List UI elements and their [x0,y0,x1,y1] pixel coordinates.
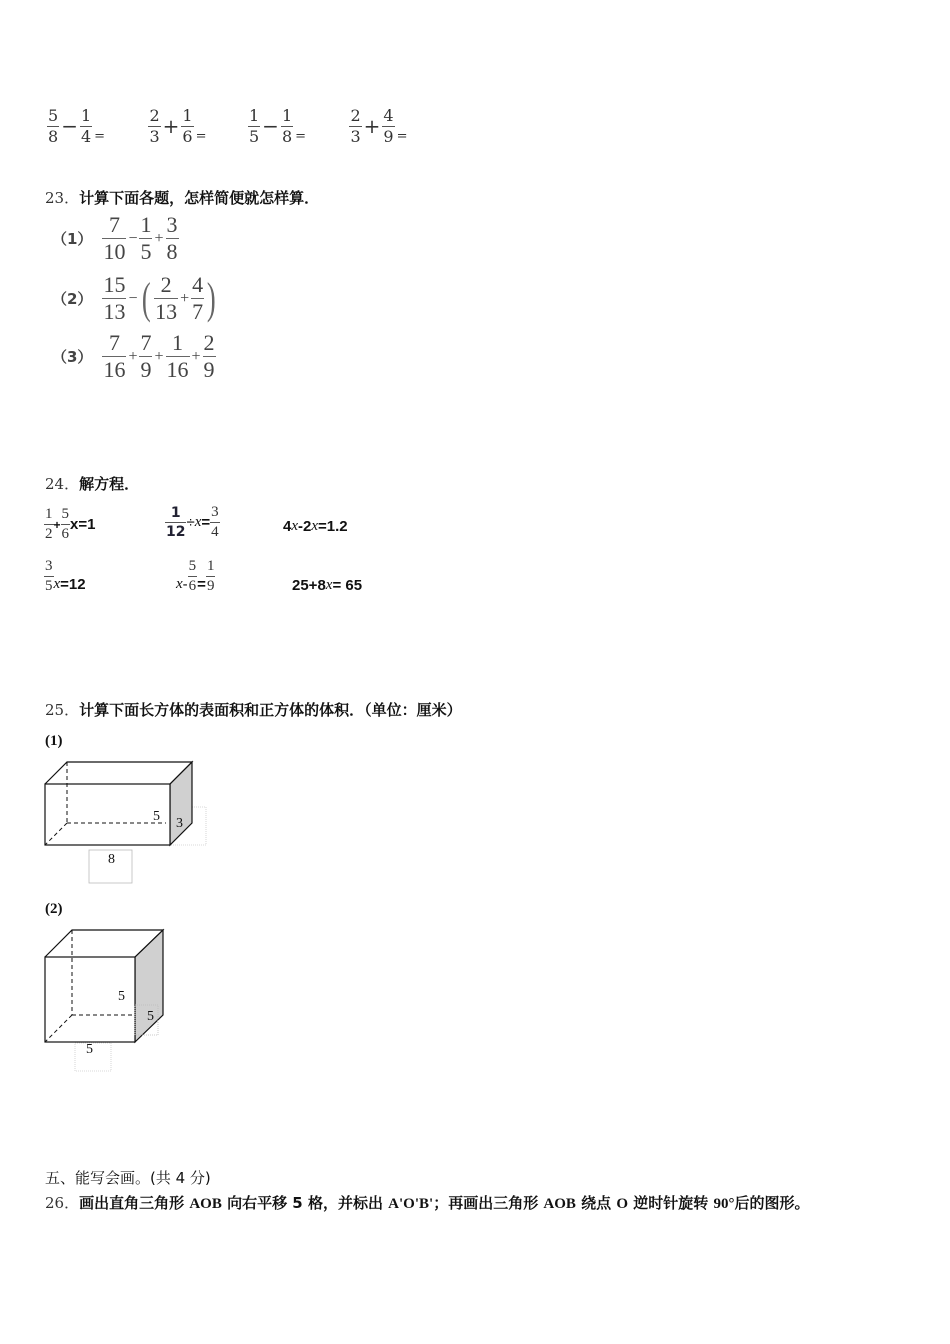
operator: + [128,347,138,365]
cuboid-height-label: 5 [153,809,160,824]
question-24-title [45,473,139,494]
variable: x [325,577,333,593]
fraction: $\frac{1}{16}$ [166,330,189,382]
q23-item-1 [52,214,179,263]
fraction: $\frac{2}{3}$ [149,105,160,146]
equation-6: 25+8 x = 65 [292,577,363,594]
item-label: （3） [52,348,93,366]
item-label: （2） [52,290,93,308]
figure-2-label: (2) [45,901,63,917]
fraction: $\frac{1}{2}$ [45,506,53,542]
equals-sign: = [396,128,408,144]
fraction: $\frac{15}{13}$ [103,272,126,324]
figure-1-label: (1) [45,733,63,749]
fraction: $\frac{7}{16}$ [103,330,126,382]
fraction: $\frac{5}{8}$ [48,105,59,146]
equation-2 [165,505,220,540]
cube-figure [40,925,220,1075]
question-text: 计算下面长方体的表面积和正方体的体积．（单位：厘米） [79,701,462,719]
question-number: 26． [45,1194,80,1212]
equals-sign: = [94,128,106,144]
equation-1 [44,507,95,542]
calc-item-2 [148,105,248,146]
fraction: $\frac{3}{8}$ [166,212,178,264]
cuboid-length-label: 8 [108,852,115,867]
fraction: $\frac{5}{6}$ [188,558,197,594]
fraction: $\frac{4}{7}$ [192,272,204,324]
operator: − [262,114,279,138]
variable: x [311,518,319,534]
fraction: $\frac{1}{5}$ [140,212,152,264]
equals-sign: = [295,128,307,144]
fraction: $\frac{2}{3}$ [350,105,361,146]
question-number: 24． [45,475,80,493]
equation-rest: x=1 [70,516,96,533]
fraction: $\frac{2}{9}$ [203,330,215,382]
operator: − [128,229,138,247]
equals-sign: = [197,576,206,593]
fraction: $\frac{7}{10}$ [103,212,126,264]
fraction: $\frac{4}{9}$ [383,105,394,146]
question-text: 计算下面各题，怎样简便就怎样算． [79,189,320,207]
question-text: 解方程． [79,475,140,493]
cube-drawing [40,925,220,1075]
operator: + [154,347,164,365]
calc-item-3 [248,105,349,146]
equation-3: 4 x -2 x =1.2 [283,518,348,535]
question-number: 23． [45,189,80,207]
left-paren: ( [142,274,152,323]
equals-sign: = [195,128,207,144]
fraction: $\frac{1}{6}$ [182,105,193,146]
variable: x [194,514,202,530]
variable: x [176,576,183,592]
fraction: $\frac{1}{5}$ [248,105,260,146]
divide-operator: ÷ [186,514,195,531]
q23-item-3 [52,332,216,381]
operator: + [180,289,190,307]
fraction: $\frac{2}{13}$ [155,272,178,324]
section-5-title: 五、能写会画。(共 4 分) [45,1169,211,1187]
question-26: 26．画出直角三角形 AOB 向右平移 5 格，并标出 A'O'B'；再画出三角形 AOB 绕点 O 逆时针旋转 90°后的图形。 [45,1194,810,1212]
cuboid-drawing [40,755,220,890]
operator: − [128,289,138,307]
operator: + [53,517,61,532]
equation-5 [176,559,215,594]
cube-length-label: 5 [86,1042,93,1057]
calc-item-1 [47,105,148,146]
operator: - [182,576,188,593]
cuboid-width-label: 3 [176,816,183,831]
fraction: $\frac{5}{6}$ [61,506,70,542]
operator: + [162,114,180,138]
fraction: $\frac{7}{9}$ [140,330,152,382]
operator: − [61,114,78,138]
cube-height-label: 5 [118,989,125,1004]
variable: x [53,576,61,592]
cube-width-label: 5 [147,1009,154,1024]
operator: + [191,347,201,365]
calc-item-4 [349,105,447,146]
q23-item-2 [52,273,219,324]
equation-4 [44,559,86,594]
fraction: $\frac{1}{4}$ [80,105,92,146]
question-number: 25． [45,701,80,719]
equation-rest: =12 [60,576,86,593]
right-paren: ) [207,274,216,323]
item-label: （1） [52,230,93,248]
fraction: $\frac{3}{4}$ [211,504,219,540]
variable: x [291,518,299,534]
question-25-title [45,699,462,720]
fraction: $\frac{3}{5}$ [45,558,53,594]
operator: + [154,229,164,247]
fraction: $\frac{1}{8}$ [281,105,293,146]
fraction-calc-row [47,102,447,150]
fraction: $\frac{1}{9}$ [206,558,215,594]
operator: + [363,114,381,138]
equals-sign: = [201,514,211,531]
question-23-title [45,187,319,208]
cuboid-figure [40,755,220,890]
fraction: $\frac{1}{12}$ [166,505,186,540]
